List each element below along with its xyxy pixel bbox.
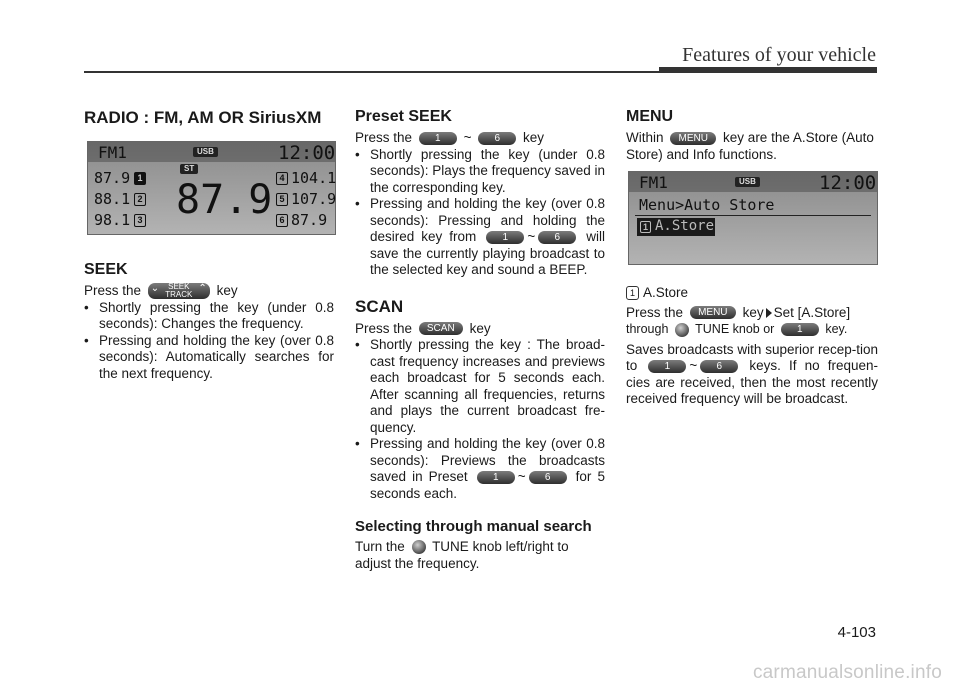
screen-stereo-badge: ST [180, 164, 198, 174]
screen-band: FM1 [639, 173, 668, 192]
screen-clock: 12:00 [819, 172, 877, 194]
through-post: key. [825, 322, 848, 336]
preset-press-suffix: key [522, 130, 544, 145]
header-rule-thick [659, 67, 877, 73]
menu-display-screen [628, 171, 878, 265]
preset-seek-title: Preset SEEK [355, 108, 452, 125]
left-preset-num: 1 [134, 172, 146, 185]
right-preset-freq: 87.9 [291, 211, 328, 229]
astore-press-post: Set [A.Store] [773, 304, 851, 320]
preset-bullets [355, 147, 605, 279]
screen-item-num: 1 [640, 221, 651, 233]
menu-key: MENU [690, 306, 736, 319]
scan-press-line [355, 321, 605, 338]
preset-bullet-text: will save the currently playing broadcast to the selected key and sound a BEEP. [370, 229, 605, 277]
astore-description [626, 342, 878, 408]
seek-title: SEEK [84, 261, 128, 278]
preset-key-1: 1 [419, 132, 457, 145]
scan-bullets [355, 337, 605, 502]
list-item: • Pressing and holding the key (over 0.8 seconds): Pressing and holding the desired key from 1 ~ 6 will save the currently playing broadcast to the selected key and sound a BEEP. [355, 196, 605, 277]
left-preset-num: 2 [134, 193, 146, 206]
list-item: • Pressing and holding the key (over 0.8 seconds): Previews the broadcasts saved in Preset 1 ~ 6 for 5 seconds each. [355, 436, 605, 501]
astore-label-line [626, 285, 878, 302]
screen-selected-item [637, 218, 715, 236]
preset-key-1: 1 [486, 231, 524, 244]
scan-bullet-text: for 5 seconds each. [370, 469, 605, 501]
list-item: • Pressing and holding the key (over 0.8 seconds): Automatically searches for the next frequency. [84, 332, 334, 381]
left-preset-num: 3 [134, 214, 146, 227]
tilde: ~ [463, 130, 472, 145]
left-preset-freq: 88.1 [94, 190, 131, 208]
manual-search-text [355, 539, 605, 572]
list-item: • Shortly pressing the key : The broad-cast frequency increases and previews each broadcast for 5 seconds each. After scanning all frequencies, returns and plays the current broadcast fre-quency. [355, 337, 605, 435]
menu-key: MENU [670, 132, 716, 145]
through-mid: TUNE knob or [695, 322, 775, 336]
astore-through-line [626, 321, 878, 338]
scan-key: SCAN [419, 322, 463, 335]
astore-press-line [626, 305, 878, 322]
seek-press-prefix: Press the [84, 283, 142, 298]
tilde: ~ [689, 358, 698, 373]
seek-press-line [84, 283, 334, 300]
manual-search-title: Selecting through manual search [355, 518, 592, 535]
chevron-up-icon: ⌃ [198, 283, 207, 295]
right-preset-num: 5 [276, 193, 288, 206]
left-preset-freq: 98.1 [94, 211, 131, 229]
scan-press-prefix: Press the [355, 320, 413, 336]
seek-bullet-text: Pressing and holding the key (over 0.8 seconds): Automatically searches for the next frequency. [99, 332, 334, 381]
scan-title: SCAN [355, 296, 404, 316]
seek-bullets [84, 300, 334, 383]
astore-press-pre: Press the [626, 304, 684, 320]
screen-usb-badge: USB [193, 147, 218, 157]
preset-key-1: 1 [781, 323, 819, 336]
menu-intro [626, 130, 878, 163]
preset-key-6: 6 [529, 471, 567, 484]
list-item: • Shortly pressing the key (under 0.8 seconds): Changes the frequency. [84, 299, 334, 331]
preset-key-1: 1 [477, 471, 515, 484]
preset-key-6: 6 [538, 231, 576, 244]
track-key-label: TRACK [165, 290, 193, 300]
screen-usb-badge: USB [735, 177, 760, 187]
column-menu [626, 108, 878, 408]
header-title: Features of your vehicle [682, 44, 876, 66]
tilde: ~ [527, 229, 536, 244]
screen-menu-line: Menu>Auto Store [639, 196, 775, 214]
right-preset-num: 4 [276, 172, 288, 185]
right-preset-num: 6 [276, 214, 288, 227]
right-preset-freq: 107.9 [291, 190, 337, 208]
seek-press-suffix: key [216, 283, 238, 298]
column-preset-scan [355, 108, 605, 572]
tune-knob-icon [675, 323, 689, 337]
preset-key-1: 1 [648, 360, 686, 373]
through-pre: through [626, 322, 669, 336]
manual-text-post: TUNE knob left/right to adjust the frequency. [355, 539, 569, 571]
column-radio [84, 108, 337, 382]
scan-bullet-text: Shortly pressing the key : The broad-cast frequency increases and previews each broadcast for 5 seconds each. After scanning all frequencies, returns and plays the current broadcast fre-quency. [370, 337, 605, 435]
screen-main-frequency: 87.9 [176, 177, 273, 223]
menu-title: MENU [626, 108, 674, 125]
preset-press-line [355, 130, 605, 147]
screen-clock: 12:00 [278, 142, 336, 164]
scan-bullet-text: Pressing and holding the key (over 0.8 seconds): Previews the broadcasts saved in Preset [370, 436, 605, 484]
menu-intro-post: key are the A.Store (Auto Store) and Info functions. [626, 130, 874, 162]
saves-post: keys. If no frequen-cies are received, then the most recently received frequency will be broadcast. [626, 358, 878, 406]
radio-display-screen [87, 141, 336, 235]
preset-press-prefix: Press the [355, 130, 413, 145]
astore-press-mid: key [742, 304, 764, 320]
watermark: carmanualsonline.info [752, 662, 942, 683]
preset-key-6: 6 [478, 132, 516, 145]
scan-press-suffix: key [469, 320, 491, 336]
screen-divider [635, 215, 871, 216]
screen-item-label: A.Store [655, 218, 715, 234]
seek-track-key [148, 283, 210, 299]
manual-text-pre: Turn the [355, 539, 405, 554]
list-item: • Shortly pressing the key (under 0.8 seconds): Plays the frequency saved in the corresponding key. [355, 146, 605, 195]
preset-bullet-text: Shortly pressing the key (under 0.8 seconds): Plays the frequency saved in the corresponding key. [370, 146, 605, 195]
chevron-down-icon: ⌄ [150, 283, 160, 295]
tilde: ~ [517, 469, 526, 484]
astore-label: A.Store [643, 285, 689, 300]
right-preset-freq: 104.1 [291, 169, 337, 187]
saves-pre: Saves broadcasts with superior recep-tion to [626, 341, 878, 373]
astore-number-icon: 1 [626, 286, 639, 300]
screen-band: FM1 [98, 143, 127, 162]
preset-key-6: 6 [700, 360, 738, 373]
arrow-right-icon [766, 308, 772, 318]
seek-key-label: SEEK [168, 282, 190, 292]
preset-bullet-text: Pressing and holding the key (over 0.8 seconds): Pressing and holding the desired key from [370, 196, 605, 244]
page-number: 4-103 [837, 624, 876, 641]
menu-intro-pre: Within [626, 130, 664, 145]
tune-knob-icon [412, 540, 426, 554]
left-preset-freq: 87.9 [94, 169, 131, 187]
seek-bullet-text: Shortly pressing the key (under 0.8 seconds): Changes the frequency. [99, 299, 334, 331]
radio-heading: RADIO : FM, AM OR SiriusXM [84, 108, 322, 127]
